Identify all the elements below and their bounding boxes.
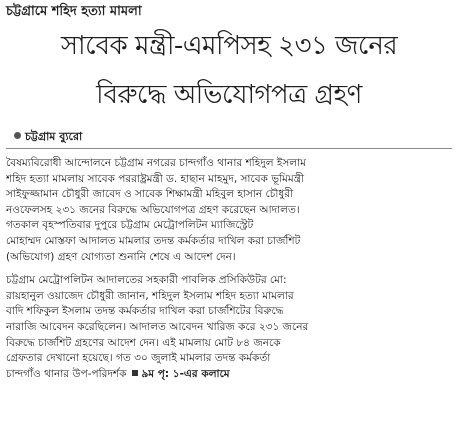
headline-line-1: সাবেক মন্ত্রী-এমপিসহ ২৩১ জনের [60, 31, 398, 61]
body-line: বিরুদ্ধে চার্জশিট গ্রহণের আদেশ দেন। এই মামলায় মোট ৮৪ জনকে [6, 336, 281, 349]
continuation-note [132, 368, 229, 380]
body-line: (অভিযোগ) গ্রহণ যোগ্যতা শুনানি শেষে এ আদেশ দেন। [6, 250, 236, 263]
headline-line-2: বিরুদ্ধে অভিযোগপত্র গ্রহণ [96, 80, 362, 110]
kicker: চট্টগ্রামে শহিদ হত্যা মামলা [6, 4, 142, 19]
body-line: গতকাল বৃহস্পতিবার দুপুরে চট্টগ্রাম মেট্রোপলিটন ম্যাজিস্ট্রেট [6, 219, 254, 232]
article-body [6, 156, 452, 382]
body-line: বাদি শফিকুল ইসলাম তদন্ত কর্মকর্তার দাখিল করা চার্জশিটের বিরুদ্ধে [6, 305, 284, 318]
byline-text: চট্টগ্রাম ব্যুরো [25, 130, 83, 143]
body-line: বৈষম্যবিরোধী আন্দোলনে চট্টগ্রাম নগরের চান্দগাঁও থানার শহিদুল ইসলাম [6, 157, 306, 169]
square-bullet-icon [132, 370, 138, 376]
body-line: গ্রেফতার দেখানো হয়েছে। গত ৩০ জুলাই মামলার তদন্ত কর্মকর্তা [6, 352, 271, 365]
body-line: রায়হানুল ওয়াজেদ চৌধুরী জানান, শহিদুল ইসলাম শহিদ হত্যা মামলার [6, 289, 294, 302]
body-line: নওফেলসহ ২৩১ জনের বিরুদ্ধে অভিযোগপত্র গ্রহণ করেছেন আদালত। [6, 203, 300, 216]
divider [6, 148, 452, 149]
continuation-text: ৯ম পৃ: ১-এর কলামে [141, 367, 230, 380]
body-line-text: চান্দগাঁও থানার উপ-পরিদর্শক [6, 367, 127, 380]
bullet-icon [14, 132, 21, 139]
body-line: চট্টগ্রাম মেট্রোপলিটন আদালতের সহকারী পাবলিক প্রসিকিউটর মো: [6, 274, 287, 287]
body-line: সাইফুজ্জামান চৌধুরী জাবেদ ও সাবেক শিক্ষামন্ত্রী মহিবুল হাসান চৌধুরী [6, 188, 294, 201]
byline [14, 130, 82, 144]
body-line: নারাজি আবেদন করেছিলেন। আদালত আবেদন খারিজ করে ২৩১ জনের [6, 320, 309, 333]
body-line-last [6, 367, 452, 383]
body-line: মোহাম্মদ মোস্তফা আদালত মামলার তদন্ত কর্মকর্তার দাখিল করা চার্জশিট [6, 234, 301, 247]
body-line: শহিদ হত্যা মামলায় সাবেক পররাষ্ট্রমন্ত্রী ড. হাছান মাহমুদ, সাবেক ভূমিমন্ত্রী [6, 172, 305, 185]
